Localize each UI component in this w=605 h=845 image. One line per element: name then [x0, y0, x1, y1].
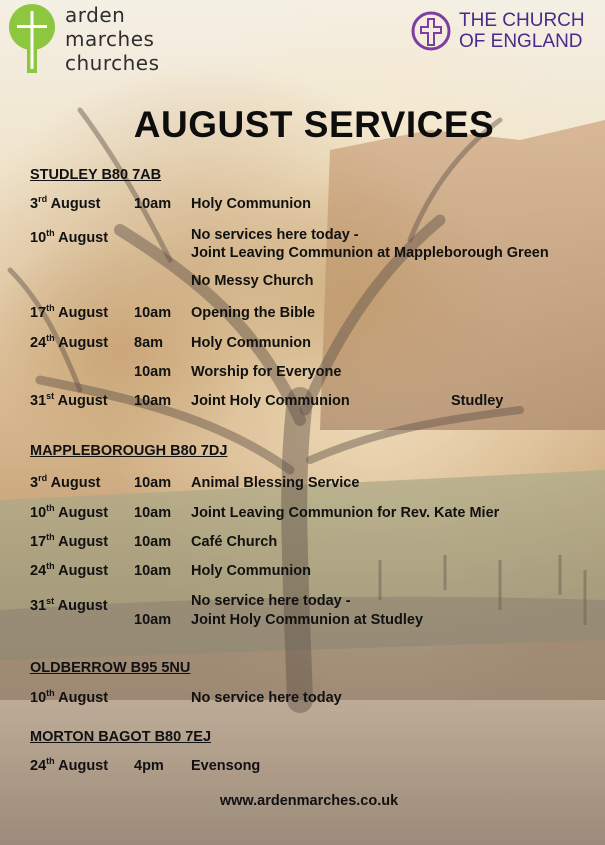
row-description: Holy Communion: [191, 335, 312, 351]
row-description: Holy Communion: [191, 563, 312, 579]
row-description: Joint Leaving Communion for Rev. Kate Mier: [191, 505, 500, 521]
row-date: 3rd August: [30, 194, 101, 212]
row-time: 10am: [134, 393, 172, 409]
row-time: 10am: [134, 196, 172, 212]
row-description: Worship for Everyone: [191, 364, 342, 380]
row-time: 10am: [134, 305, 172, 321]
row-description: Joint Holy Communion: [191, 393, 350, 409]
tree-cross-icon: [3, 3, 61, 73]
arden-marches-logo: [3, 3, 173, 75]
row-date: 3rd August: [30, 473, 101, 491]
row-time: 4pm: [134, 758, 164, 774]
row-description: No service here today: [191, 690, 342, 706]
row-location: Studley: [451, 393, 504, 409]
row-description: No Messy Church: [191, 273, 314, 289]
row-date: 10th August: [30, 503, 109, 521]
row-date: 31st August: [30, 596, 108, 614]
row-date: 17th August: [30, 303, 109, 321]
website-link[interactable]: www.ardenmarches.co.uk: [219, 793, 399, 809]
logo-line-churches: churches: [65, 51, 160, 75]
section-heading-morton-bagot: MORTON BAGOT B80 7EJ: [30, 729, 212, 745]
row-date: 24th August: [30, 333, 109, 351]
row-time: 10am: [134, 505, 172, 521]
row-date: 17th August: [30, 532, 109, 550]
section-heading-studley: STUDLEY B80 7AB: [30, 167, 162, 183]
row-time: 10am: [134, 612, 172, 628]
row-description: Evensong: [191, 758, 261, 774]
row-description: Café Church: [191, 534, 278, 550]
row-date: 10th August: [30, 228, 109, 246]
row-description-line-2: Joint Leaving Communion at Mappleborough Green: [191, 245, 549, 261]
row-date: 24th August: [30, 756, 109, 774]
row-time: 10am: [134, 475, 172, 491]
row-date: 31st August: [30, 391, 108, 409]
row-description: Holy Communion: [191, 196, 312, 212]
row-time: 10am: [134, 563, 172, 579]
row-description: No service here today -: [191, 593, 351, 609]
row-description: Animal Blessing Service: [191, 475, 360, 491]
section-heading-mappleborough: MAPPLEBOROUGH B80 7DJ: [30, 443, 228, 459]
row-date: 24th August: [30, 561, 109, 579]
row-time: 8am: [134, 335, 164, 351]
row-description: Opening the Bible: [191, 305, 316, 321]
church-of-england-logo: [410, 8, 605, 58]
coe-line-1: THE CHURCH: [459, 10, 585, 31]
row-date: 10th August: [30, 688, 109, 706]
coe-line-2: OF ENGLAND: [459, 31, 583, 52]
page-title: AUGUST SERVICES: [133, 104, 495, 145]
church-of-england-cross-icon: [410, 10, 452, 52]
row-time: 10am: [134, 364, 172, 380]
logo-line-arden: arden: [65, 3, 126, 27]
row-time: 10am: [134, 534, 172, 550]
section-heading-oldberrow: OLDBERROW B95 5NU: [30, 660, 191, 676]
row-description: No services here today -: [191, 227, 359, 243]
row-description-line-2: Joint Holy Communion at Studley: [191, 612, 424, 628]
logo-line-marches: marches: [65, 27, 155, 51]
